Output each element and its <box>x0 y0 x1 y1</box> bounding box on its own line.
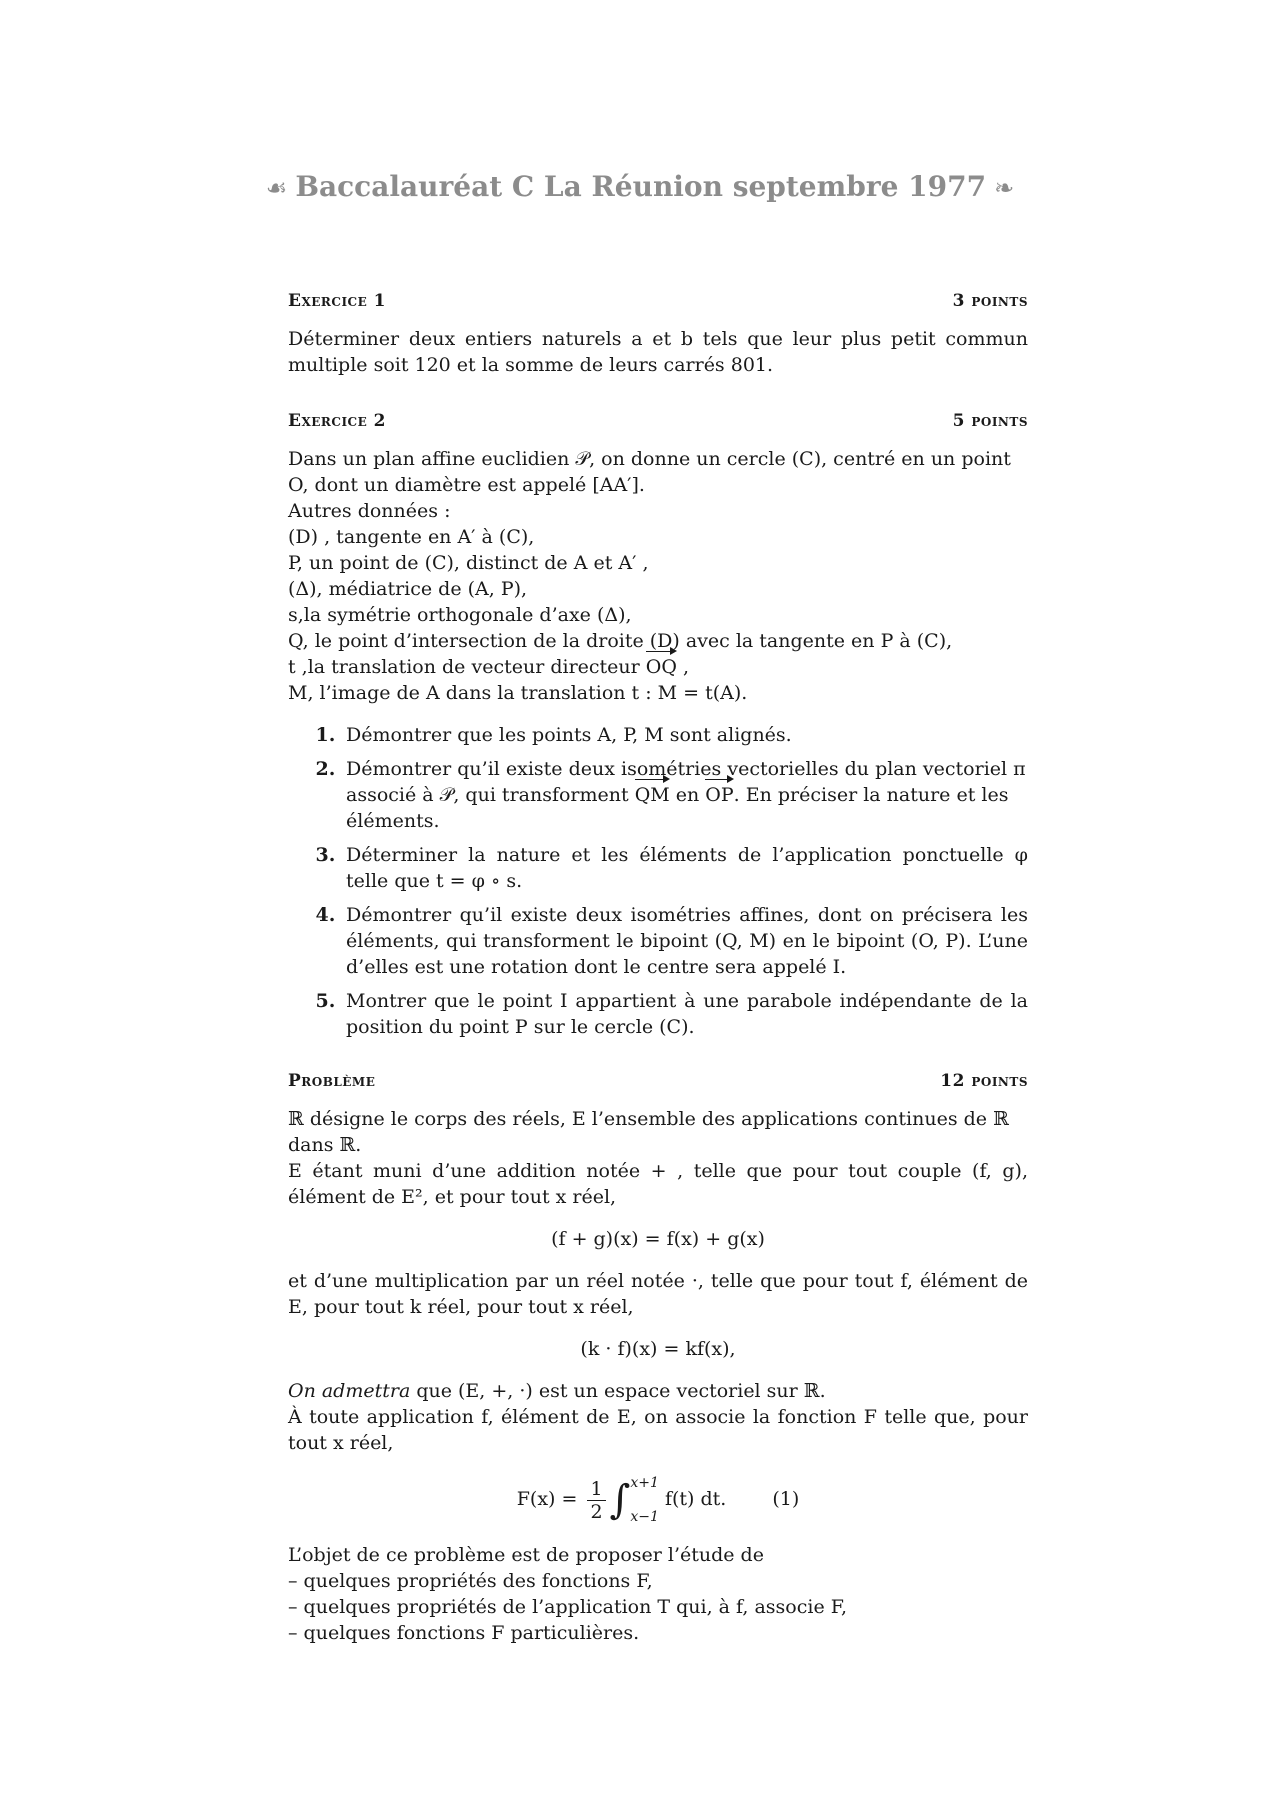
question-2 <box>342 756 1028 834</box>
integral-sign: ∫ <box>609 1477 631 1523</box>
ornament-right-icon: ❧ <box>994 174 1015 202</box>
problem-line-1: ℝ désigne le corps des réels, E l’ensemble des applications continues de ℝ dans ℝ. <box>288 1108 1009 1156</box>
admit-italic: On admettra <box>288 1380 411 1402</box>
question-5: 5. Montrer que le point I appartient à une parabole indépendante de la position du point P sur le cercle (C). <box>342 988 1028 1040</box>
exercise-2-header <box>288 408 1028 434</box>
vector-qm: QM <box>634 784 670 806</box>
ornament-left-icon: ☙ <box>265 174 288 202</box>
problem-line-4 <box>288 1378 1028 1404</box>
exercise-2-questions <box>288 722 1028 1040</box>
equation-integral <box>288 1466 1028 1534</box>
question-2-text: Démontrer qu’il existe deux isométries vectorielles du plan vectoriel π associé à 𝒫, qui transforment <box>346 758 1026 806</box>
intro-line: Autres données : <box>288 500 451 522</box>
exercise-1-points: 3 points <box>952 291 1028 311</box>
exercise-2-points: 5 points <box>952 411 1028 431</box>
problem <box>288 1068 1028 1646</box>
integral-lhs: F(x) = <box>516 1488 578 1510</box>
problem-points: 12 points <box>940 1071 1028 1091</box>
exercise-1-header <box>288 288 1028 314</box>
exercise-2 <box>288 408 1028 1048</box>
list-item: – quelques propriétés des fonctions F, <box>288 1568 1028 1594</box>
admit-rest: que (E, +, ·) est un espace vectoriel sur ℝ. <box>410 1380 826 1402</box>
equation-sum: (f + g)(x) = f(x) + g(x) <box>551 1228 765 1250</box>
intro-line: (D) , tangente en A′ à (C), <box>288 526 535 548</box>
fraction-numerator: 1 <box>587 1478 605 1501</box>
study-list <box>288 1568 1028 1646</box>
translation-text: t ,la translation de vecteur directeur <box>288 656 646 678</box>
document-title-bar <box>0 170 1280 203</box>
exercise-2-intro <box>288 446 1028 706</box>
problem-line-5: À toute application f, élément de E, on associe la fonction F telle que, pour tout x réel, <box>288 1406 1028 1454</box>
exercise-1-text: Déterminer deux entiers naturels a et b tels que leur plus petit commun multiple soit 120 et la somme de leurs carrés 801. <box>288 328 1028 376</box>
vector-oq: OQ <box>645 656 677 678</box>
integral-lower: x−1 <box>630 1509 659 1525</box>
problem-line-2: E étant muni d’une addition notée + , telle que pour tout couple (f, g), élément de E², et pour tout x réel, <box>288 1160 1028 1208</box>
question-2-mid: en <box>669 784 706 806</box>
problem-heading: Problème <box>288 1071 376 1091</box>
exercise-1 <box>288 288 1028 378</box>
list-item: – quelques propriétés de l’application T qui, à f, associe F, <box>288 1594 1028 1620</box>
question-1: 1. Démontrer que les points A, P, M sont alignés. <box>342 722 1028 748</box>
fraction-denominator: 2 <box>590 1500 603 1523</box>
question-4: 4. Démontrer qu’il existe deux isométries affines, dont on précisera les éléments, qui transforment le bipoint (Q, M) en le bipoint (O, P). L’une d’elles est une rotation dont le centre sera appelé I. <box>342 902 1028 980</box>
exercise-2-heading: Exercice 2 <box>288 411 386 431</box>
image-line: M, l’image de A dans la translation t : M = t(A). <box>288 682 748 704</box>
integral-upper: x+1 <box>630 1475 659 1491</box>
problem-line-3: et d’une multiplication par un réel notée ·, telle que pour tout f, élément de E, pour tout k réel, pour tout x réel, <box>288 1270 1028 1318</box>
translation-end: , <box>676 656 690 678</box>
exercise-1-heading: Exercice 1 <box>288 291 386 311</box>
intro-line: Dans un plan affine euclidien 𝒫, on donne un cercle (C), centré en un point O, dont un diamètre est appelé [AA′]. <box>288 448 1011 496</box>
integral-body: f(t) dt. <box>664 1488 727 1510</box>
question-2-end: . En préciser la nature et les éléments. <box>346 784 1009 832</box>
list-item: – quelques fonctions F particulières. <box>288 1620 1028 1646</box>
equation-label: (1) <box>772 1488 800 1510</box>
problem-line-6: L’objet de ce problème est de proposer l’étude de <box>288 1544 764 1566</box>
document-title: Baccalauréat C La Réunion septembre 1977 <box>295 170 987 203</box>
question-3: 3. Déterminer la nature et les éléments de l’application ponctuelle φ telle que t = φ ∘ s. <box>342 842 1028 894</box>
integral-limits <box>630 1466 659 1534</box>
problem-header <box>288 1068 1028 1094</box>
translation-line <box>288 654 1028 680</box>
fraction-one-half <box>587 1478 605 1523</box>
intro-line: (Δ), médiatrice de (A, P), <box>288 578 528 600</box>
equation-product: (k · f)(x) = kf(x), <box>580 1338 736 1360</box>
intro-line: s,la symétrie orthogonale d’axe (Δ), <box>288 604 632 626</box>
intro-line: P, un point de (C), distinct de A et A′ , <box>288 552 649 574</box>
vector-op: OP <box>705 784 734 806</box>
intro-line: Q, le point d’intersection de la droite (D) avec la tangente en P à (C), <box>288 630 953 652</box>
